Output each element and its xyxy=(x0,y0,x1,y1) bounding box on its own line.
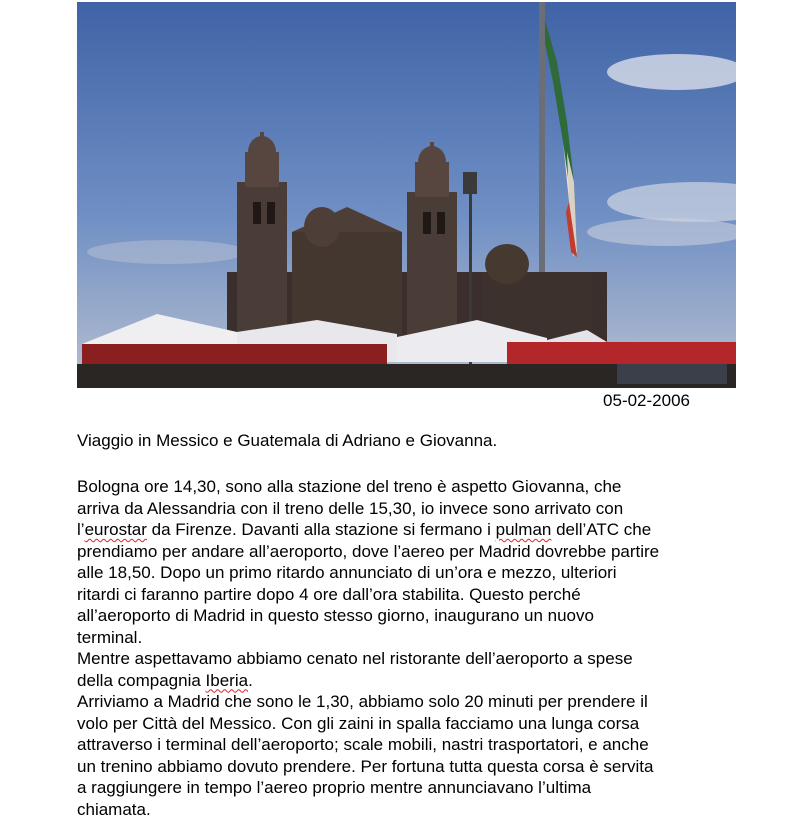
text-line xyxy=(77,734,747,756)
text-run: Arriviamo a Madrid che sono le 1,30, abbiamo solo 20 minuti per prendere il xyxy=(77,692,648,711)
text-run: terminal. xyxy=(77,627,143,647)
text-line xyxy=(77,777,747,799)
text-run: attraverso i terminal dell’aeroporto; scale mobili, nastri trasportatori, e anche xyxy=(77,735,649,754)
text-line xyxy=(77,627,747,649)
spellcheck-word: Iberia xyxy=(205,670,249,690)
text-run: volo per Città del Messico. Con gli zaini in spalla facciamo una lunga corsa xyxy=(77,713,640,733)
spellcheck-word: eurostar xyxy=(84,520,147,539)
body-paragraph xyxy=(77,691,747,820)
text-line xyxy=(77,713,747,735)
document-body xyxy=(77,476,747,820)
text-line xyxy=(77,670,747,692)
text-run: alle 18,50. Dopo un primo ritardo annunciato di un’ora e mezzo, ulteriori xyxy=(77,563,617,582)
cathedral-photo xyxy=(77,2,736,388)
text-run: ritardi ci faranno partire dopo 4 ore dall’ora stabilita. Questo perché xyxy=(77,584,581,604)
text-line xyxy=(77,541,747,563)
text-run: della compagnia xyxy=(77,670,206,690)
text-line xyxy=(77,584,747,606)
text-run: all’aeroporto di Madrid in questo stesso giorno, inaugurano un nuovo xyxy=(77,606,594,625)
text-run: arriva da Alessandria con il treno delle 15,30, io invece sono arrivato con xyxy=(77,498,624,518)
text-run: Bologna ore 14,30, sono alla stazione del treno è aspetto Giovanna, che xyxy=(77,477,622,496)
text-run: l’ xyxy=(77,520,85,539)
body-paragraph xyxy=(77,648,747,691)
text-line xyxy=(77,562,747,584)
spellcheck-word: pulman xyxy=(495,520,552,539)
text-line xyxy=(77,498,747,520)
text-run: da Firenze. Davanti alla stazione si fermano i xyxy=(146,520,496,539)
document-title: Viaggio in Messico e Guatemala di Adriano e Giovanna. xyxy=(77,431,498,450)
text-line xyxy=(77,519,747,541)
text-line xyxy=(77,476,747,498)
body-paragraph xyxy=(77,476,747,648)
text-run: a raggiungere in tempo l’aereo proprio mentre annunciavano l’ultima xyxy=(77,778,592,797)
text-run: un trenino abbiamo dovuto prendere. Per fortuna tutta questa corsa è servita xyxy=(77,756,654,776)
text-run: prendiamo per andare all’aeroporto, dove l’aereo per Madrid dovrebbe partire xyxy=(77,541,660,561)
text-line xyxy=(77,648,747,670)
text-line xyxy=(77,605,747,627)
text-line xyxy=(77,756,747,778)
text-run: . xyxy=(248,670,253,690)
text-run: chiamata. xyxy=(77,799,151,819)
text-line xyxy=(77,799,747,821)
document-date: 05-02-2006 xyxy=(603,391,690,410)
text-run: Mentre aspettavamo abbiamo cenato nel ristorante dell’aeroporto a spese xyxy=(77,649,633,668)
text-line xyxy=(77,691,747,713)
text-run: dell’ATC che xyxy=(551,520,652,539)
